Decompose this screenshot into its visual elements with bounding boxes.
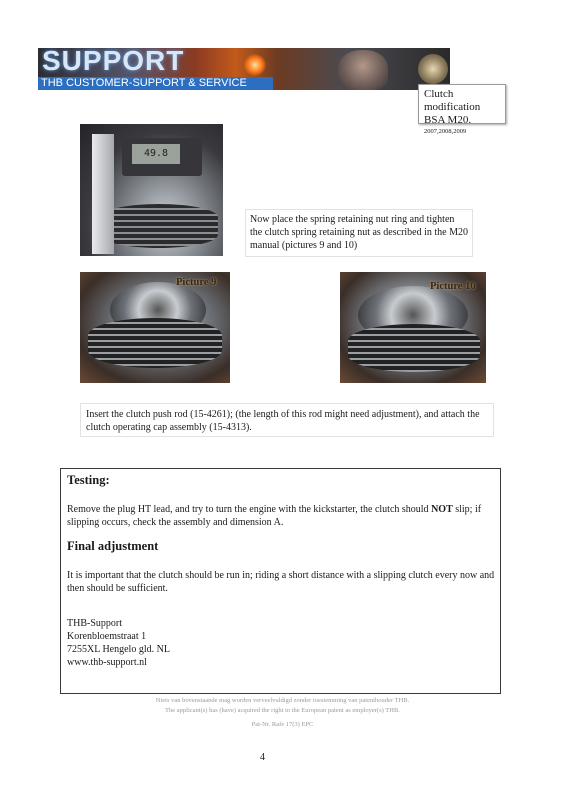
page-number: 4 [260, 752, 265, 763]
caliper-display: 49.8 [132, 144, 180, 164]
caliper-jaw-graphic [92, 134, 114, 254]
testing-section-box [60, 468, 501, 694]
picture-10-photo [340, 272, 486, 383]
header-banner [38, 48, 450, 90]
document-title-box [418, 84, 506, 135]
clutch-plates-graphic [100, 204, 218, 248]
push-rod-instruction: Insert the clutch push rod (15-4261); (the length of this rod might need adjustment), and attach the clutch operating cap assembly (15-4313). [80, 403, 494, 437]
banner-subtitle: THB CUSTOMER-SUPPORT & SERVICE [38, 77, 273, 90]
testing-text-start: Remove the plug HT lead, and try to turn the engine with the kickstarter, the clutch should [67, 504, 432, 515]
banner-gear-icon [418, 54, 448, 84]
testing-text [67, 503, 497, 529]
final-adjustment-text: It is important that the clutch should be run in; riding a short distance with a slipping clutch every now and then should be sufficient. [67, 570, 495, 594]
testing-emphasis: NOT [431, 504, 453, 515]
caliper-measurement-photo [80, 124, 223, 256]
banner-fire-graphic [244, 54, 266, 76]
title-years: 2007,2008,2009 [424, 128, 467, 135]
final-adjustment-heading: Final adjustment [67, 539, 159, 553]
support-logo: SUPPORT [42, 48, 185, 76]
address-city: 7255XL Hengelo gld. NL [67, 644, 170, 655]
address-website: www.thb-support.nl [67, 657, 147, 668]
spring-nut-instruction: Now place the spring retaining nut ring and tighten the clutch spring retaining nut as described in the M20 manual (pictures 9 and 10) [245, 209, 473, 257]
caliper-body-graphic [122, 138, 202, 176]
clutch-stack-graphic [348, 324, 480, 372]
address-block [67, 617, 170, 669]
testing-text-end: slip; if slipping occurs, check the assembly and dimension A. [67, 504, 482, 528]
footer-patent-number: Pat-Nr. Rafe 17(3) EPC [251, 721, 314, 728]
footer-line-1: Niets van bovenstaande mag worden verveelvuldigd zonder toestemming van patenthouder THB. [155, 697, 410, 704]
address-company: THB-Support [67, 618, 122, 629]
picture-10-label: Picture 10 [430, 281, 476, 292]
testing-heading: Testing: [67, 473, 110, 487]
address-street: Korenbloemstraat 1 [67, 631, 147, 642]
footer-line-2: The applicant(s) has (have) acquired the right to the European patent as employer(s) THB. [165, 707, 400, 714]
picture-9-label: Picture 9 [176, 277, 217, 288]
picture-9-photo [80, 272, 230, 383]
clutch-stack-graphic [88, 318, 222, 368]
banner-person-photo [338, 50, 388, 90]
title-line-2: BSA M20. [424, 114, 472, 126]
footer-disclaimer [0, 696, 565, 716]
title-line-1: Clutch modification [424, 88, 481, 113]
